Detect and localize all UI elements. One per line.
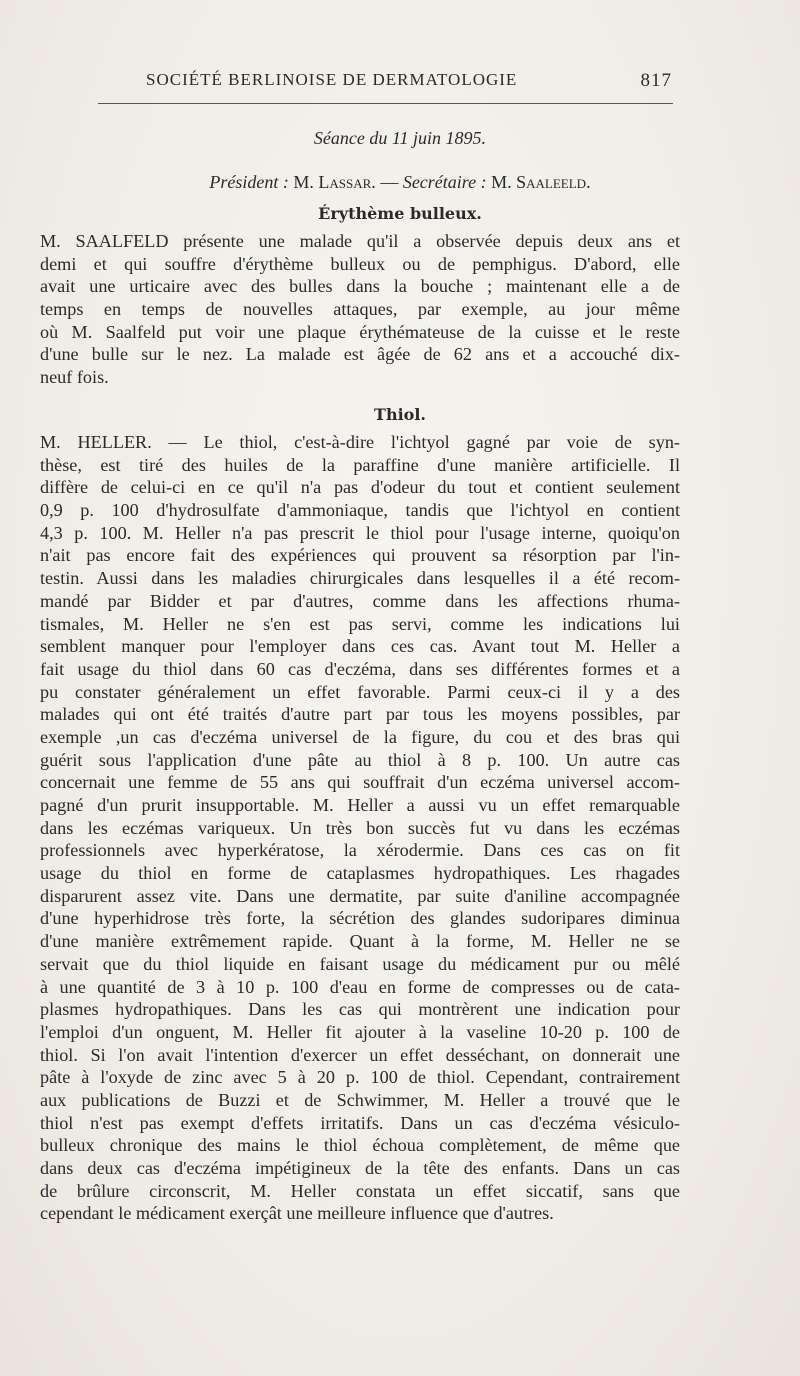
text-line: d'une manière extrêmement rapide. Quant à la forme, M. Heller ne se: [40, 931, 680, 952]
text-line: thiol. Si l'on avait l'intention d'exercer un effet desséchant, on donnerait une: [40, 1044, 680, 1065]
text-line: de brûlure circonscrit, M. Heller constata un effet siccatif, sans que: [40, 1180, 680, 1201]
text-line: d'une hyperhidrose très forte, la sécrétion des glandes sudoripares diminua: [40, 908, 680, 929]
text-line: tismales, M. Heller ne s'en est pas servi, comme les indications lui: [40, 613, 680, 634]
text-line: où M. Saalfeld put voir une plaque érythémateuse de la cuisse et le reste: [40, 321, 680, 342]
secretary-label: Secrétaire :: [402, 172, 487, 192]
running-header: [98, 70, 678, 100]
president-name: Lassar.: [318, 172, 376, 192]
president-prefix: M.: [293, 172, 314, 192]
text-line: dans deux cas d'eczéma impétigineux de la tête des enfants. Dans un cas: [40, 1158, 680, 1178]
secretary-prefix: M.: [491, 172, 512, 192]
text-line: pagné d'un prurit insupportable. M. Heller a aussi vu un effet remarquable: [40, 795, 680, 815]
text-line: d'une bulle sur le nez. La malade est âgée de 62 ans et a accouché dix-: [40, 344, 680, 365]
president-label: Président :: [209, 172, 289, 192]
text-line: neuf fois.: [40, 367, 109, 388]
text-line: plasmes hydropathiques. Dans les cas qui montrèrent une indication pour: [40, 999, 680, 1020]
text-line: pu constater généralement un effet favorable. Parmi ceux-ci il y a des: [40, 681, 680, 702]
text-line: demi et qui souffre d'érythème bulleux ou de pemphigus. D'abord, elle: [40, 253, 680, 274]
secretary-name: Saaleeld.: [516, 172, 591, 192]
text-line: M. HELLER. — Le thiol, c'est-à-dire l'ichtyol gagné par voie de syn-: [40, 432, 680, 452]
section-title-erytheme: Érythème bulleux.: [318, 204, 482, 223]
text-line: fait usage du thiol dans 60 cas d'eczéma, dans ses différentes formes et a: [40, 658, 680, 679]
text-line: exemple ,un cas d'eczéma universel de la figure, du cou et des bras qui: [40, 726, 680, 747]
text-line: semblent manquer pour l'employer dans ces cas. Avant tout M. Heller a: [40, 636, 680, 657]
text-line: l'emploi d'un onguent, M. Heller fit ajouter à la vaseline 10-20 p. 100 de: [40, 1021, 680, 1042]
section-title-thiol: Thiol.: [374, 405, 426, 424]
text-line: diffère de celui-ci en ce qu'il n'a pas d'odeur du tout et contient seulement: [40, 477, 680, 498]
page-number: 817: [640, 70, 672, 91]
text-line: malades qui ont été traités d'autre part par tous les moyens possibles, par: [40, 704, 680, 725]
text-line: mandé par Bidder et par d'autres, comme dans les affections rhuma-: [40, 590, 680, 611]
text-line: usage du thiol en forme de cataplasmes hydropathiques. Les rhagades: [40, 863, 680, 884]
text-line: disparurent assez vite. Dans une dermatite, par suite d'aniline accompagnée: [40, 885, 680, 906]
text-line: M. SAALFELD présente une malade qu'il a observée depuis deux ans et: [40, 231, 680, 251]
header-rule: [98, 103, 673, 104]
text-line: thiol n'est pas exempt d'effets irritatifs. Dans un cas d'eczéma vésiculo-: [40, 1112, 680, 1133]
paragraph-erytheme: [40, 230, 680, 389]
text-line: cependant le médicament exerçât une meilleure influence que d'autres.: [40, 1203, 554, 1224]
text-line: servait que du thiol liquide en faisant usage du médicament pur ou mêlé: [40, 953, 680, 974]
text-line: concernait une femme de 55 ans qui souffrait d'un eczéma universel accom-: [40, 772, 680, 793]
running-title: SOCIÉTÉ BERLINOISE DE DERMATOLOGIE: [146, 70, 518, 89]
paragraph-thiol: [40, 431, 680, 1225]
text-line: professionnels avec hyperkératose, la xérodermie. Dans ces cas on fit: [40, 840, 680, 861]
session-date: Séance du 11 juin 1895.: [313, 128, 487, 148]
text-line: n'ait pas encore fait des expériences qui prouvent sa résorption par l'in-: [40, 545, 680, 566]
text-line: testin. Aussi dans les maladies chirurgicales dans lesquelles il a été recom-: [40, 568, 680, 589]
text-line: dans les eczémas variqueux. Un très bon succès fut vu dans les eczémas: [40, 817, 680, 838]
text-line: 0,9 p. 100 d'hydrosulfate d'ammoniaque, tandis que l'ichtyol en contient: [40, 500, 680, 521]
text-line: temps en temps de nouvelles attaques, par exemple, au jour même: [40, 299, 680, 320]
text-line: 4,3 p. 100. M. Heller n'a pas prescrit le thiol pour l'usage interne, quoiqu'on: [40, 522, 680, 543]
text-line: pâte à l'oxyde de zinc avec 5 à 20 p. 100 de thiol. Cependant, contrairement: [40, 1067, 680, 1088]
text-line: aux publications de Buzzi et de Schwimmer, M. Heller a trouvé que le: [40, 1089, 680, 1110]
text-line: bulleux chronique des mains le thiol échoua complètement, de même que: [40, 1135, 680, 1156]
officers-dash: —: [380, 172, 399, 192]
session-officers: [0, 172, 800, 193]
text-line: avait une urticaire avec des bulles dans la bouche ; maintenant elle a de: [40, 276, 680, 297]
text-line: thèse, est tiré des huiles de la paraffine d'une manière artificielle. Il: [40, 454, 680, 475]
text-line: guérit sous l'application d'une pâte au thiol à 8 p. 100. Un autre cas: [40, 749, 680, 770]
text-line: à une quantité de 3 à 10 p. 100 d'eau en forme de compresses ou de cata-: [40, 976, 680, 997]
